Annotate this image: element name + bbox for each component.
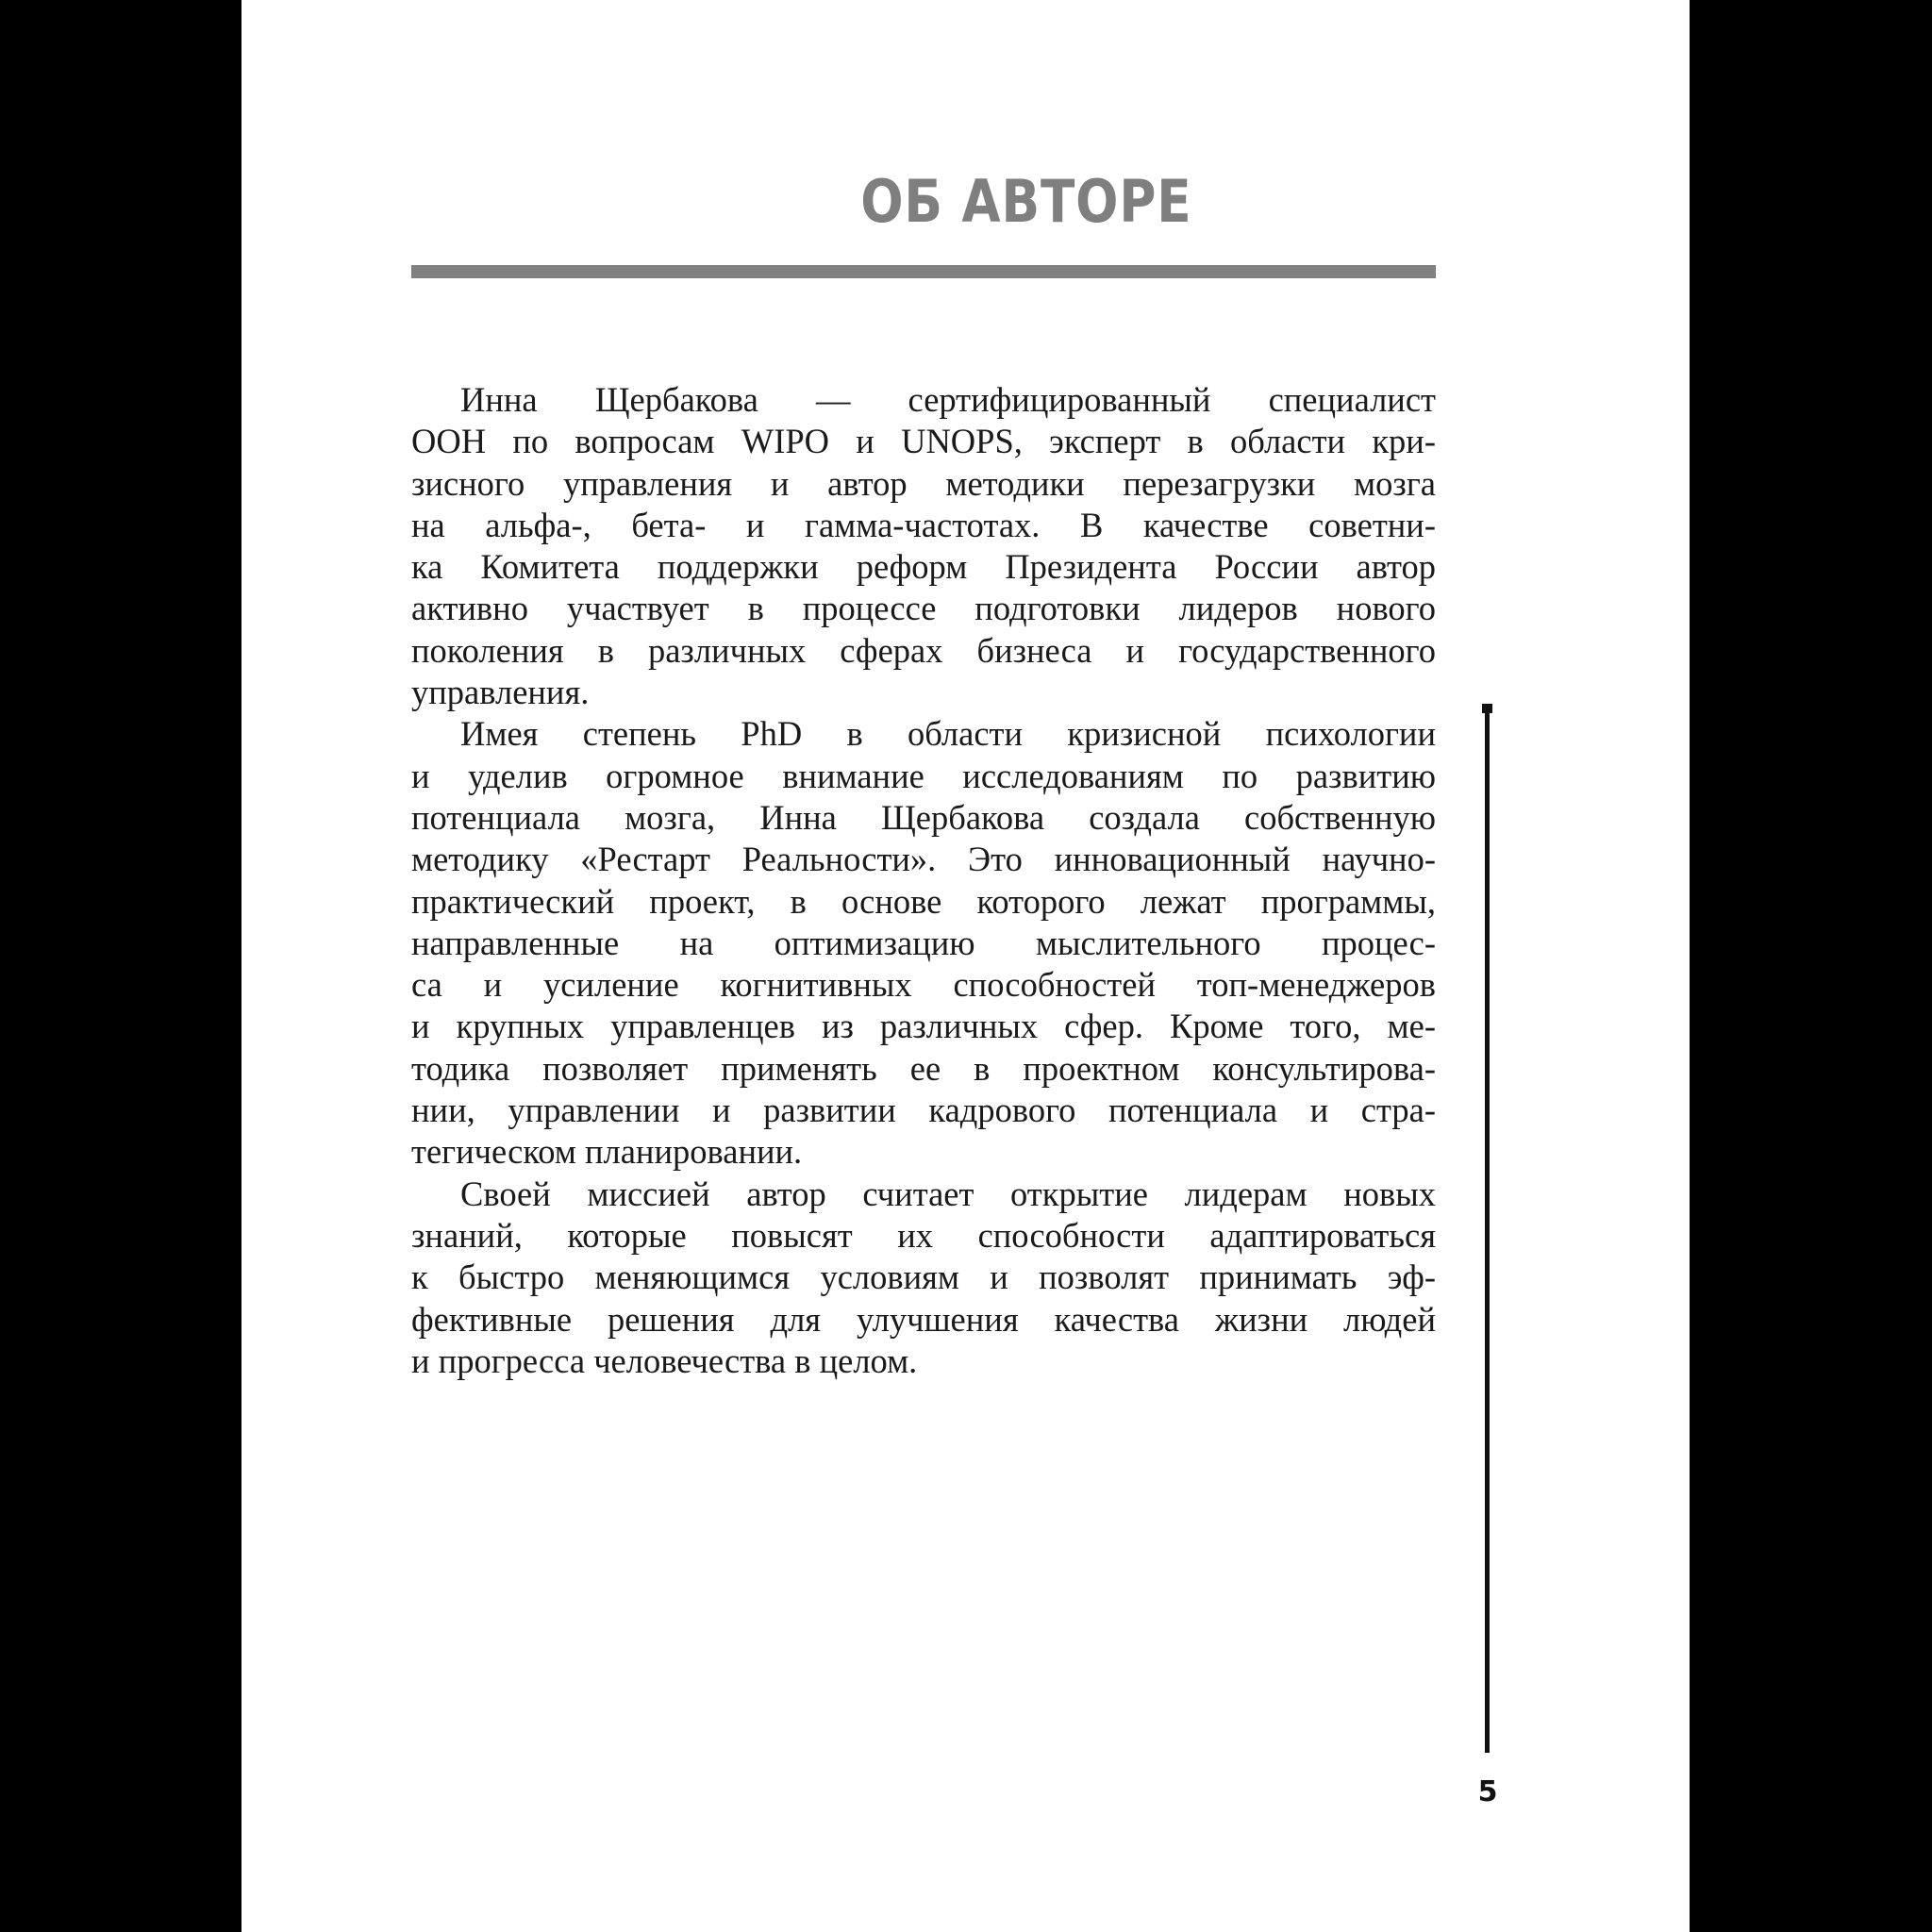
- text-line: ООН по вопросам WIPO и UNOPS, эксперт в области кри-: [411, 422, 1436, 461]
- text-line: активно участвует в процессе подготовки лидеров нового: [411, 589, 1436, 628]
- text-line: Своей миссией автор считает открытие лидерам новых: [460, 1174, 1436, 1213]
- heading-underline-rule: [411, 265, 1436, 278]
- text-line: поколения в различных сферах бизнеса и государственного: [411, 630, 1436, 670]
- text-line: и прогресса человечества в целом.: [411, 1341, 918, 1380]
- text-line: к быстро меняющимся условиям и позволят принимать эф-: [411, 1257, 1436, 1297]
- text-line: на альфа-, бета- и гамма-частотах. В качестве советни-: [411, 505, 1436, 544]
- text-line: Инна Щербакова — сертифицированный специалист: [460, 380, 1436, 419]
- text-line: тегическом планировании.: [411, 1132, 803, 1172]
- book-page: [242, 0, 1690, 1932]
- paragraph-3: [411, 1174, 1436, 1382]
- text-line: практический проект, в основе которого лежат программы,: [411, 881, 1436, 921]
- text-line: Имея степень PhD в области кризисной психологии: [460, 714, 1436, 754]
- text-line: потенциала мозга, Инна Щербакова создала собственную: [411, 797, 1436, 837]
- paragraph-2: [411, 713, 1436, 1173]
- paragraph-1: [411, 379, 1436, 713]
- body-text: [411, 379, 1436, 1382]
- text-line: тодика позволяет применять ее в проектном консультирова-: [411, 1048, 1436, 1088]
- text-line: направленные на оптимизацию мыслительного процес-: [411, 923, 1436, 962]
- text-line: фективные решения для улучшения качества жизни людей: [411, 1299, 1436, 1339]
- page-number: 5: [1477, 1775, 1498, 1808]
- chapter-heading: ОБ АВТОРЕ: [860, 167, 1192, 236]
- text-line: управления.: [411, 673, 590, 712]
- text-line: знаний, которые повысят их способности адаптироваться: [411, 1215, 1436, 1255]
- text-line: ка Комитета поддержки реформ Президента России автор: [411, 547, 1436, 587]
- side-marker-bar: [1485, 706, 1490, 1753]
- text-line: методику «Рестарт Реальности». Это инновационный научно-: [411, 840, 1436, 879]
- text-line: и уделив огромное внимание исследованиям по развитию: [411, 756, 1436, 795]
- text-line: нии, управлении и развитии кадрового потенциала и стра-: [411, 1091, 1436, 1130]
- text-line: зисного управления и автор методики перезагрузки мозга: [411, 463, 1436, 503]
- text-line: и крупных управленцев из различных сфер. Кроме того, ме-: [411, 1007, 1436, 1046]
- text-line: са и усиление когнитивных способностей топ-менеджеров: [411, 965, 1436, 1005]
